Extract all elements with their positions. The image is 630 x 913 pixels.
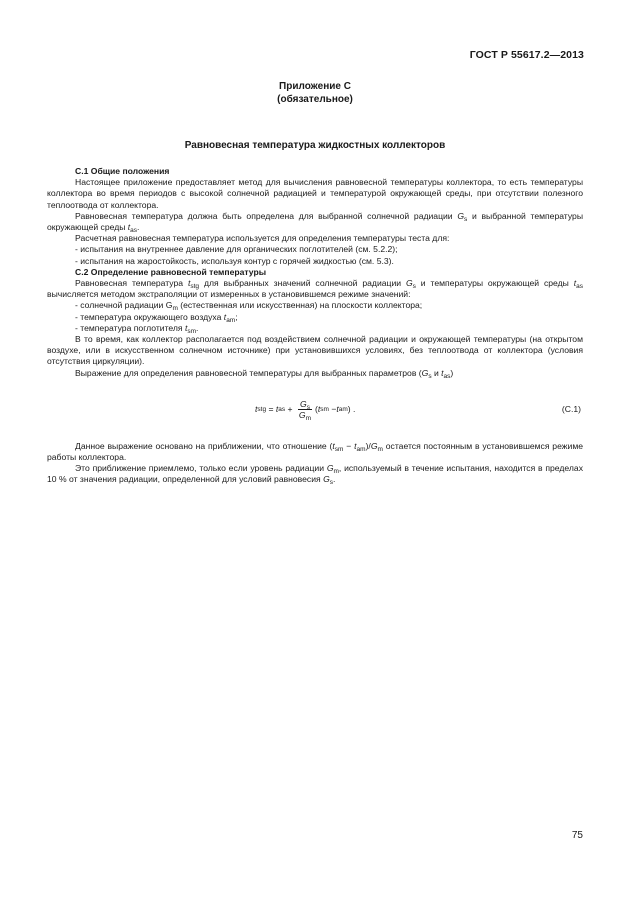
list-item: - температура окружающего воздуха $t_{am}$; [75, 311, 238, 324]
appendix-subtitle: (обязательное) [277, 94, 353, 105]
appendix-heading [0, 80, 630, 106]
paragraph: Равновесная температура должна быть определена для выбранной солнечной радиации $G_s$ и выбранной температуры окружающей среды $t_{as}$. [47, 210, 583, 235]
list-item: - испытания на внутреннее давление для органических поглотителей (см. 5.2.2); [75, 244, 398, 255]
paragraph: Это приближение приемлемо, только если уровень радиации $G_m$, используемый в течение испытания, находится в пределах 10 % от значения радиации, определенной для условий равновесия $G_s$. [47, 463, 583, 487]
list-item: - температура поглотителя $t_{sm}$. [75, 322, 199, 335]
paragraph: В то время, как коллектор располагается под воздействием солнечной радиации и окружающей температуры (на открытом воздухе, или в искусственном солнечном источнике) при установившихся условиях, без теплоотвода от коллектора (условия отсутствия циркуляции). [47, 334, 583, 367]
standard-number: ГОСТ Р 55617.2—2013 [469, 49, 584, 61]
paragraph: Расчетная равновесная температура используется для определения температуры теста для: [75, 233, 450, 244]
paragraph: Данное выражение основано на приближении, что отношение $(t_{sm} - t_{am})/G_m$ остается постоянным в установившемся режиме работы коллектора. [47, 440, 584, 463]
paragraph: Равновесная температура $t_{stg}$ для выбранных значений солнечной радиации $G_s$ и температуры окружающей среды $t_{as}$ вычисляется методом экстраполяции от измеренных в установившемся режиме значений: [47, 278, 584, 300]
section-heading: Равновесная температура жидкостных коллекторов [184, 140, 446, 151]
body-text [47, 166, 583, 486]
equation-c1 [47, 393, 583, 427]
paragraph: Выражение для определения равновесной температуры для выбранных параметров ($G_s$ и $t_{as}$) [75, 367, 454, 380]
equation-expression: t stg = t as + $\frac{G_s}{G_m}$ ( t sm − t am ) . [255, 399, 356, 423]
equation-number: (С.1) [561, 403, 581, 414]
list-item: - солнечной радиации $G_m$ (естественная или искусственная) на плоскости коллектора; [75, 300, 423, 313]
list-item: - испытания на жаростойкость, используя контур с горячей жидкостью (см. 5.3). [75, 255, 394, 266]
paragraph: Настоящее приложение предоставляет метод для вычисления равновесной температуры коллектора, то есть температуры коллектора во время периодов с высокой солнечной радиацией и температурой окружающей среды, при отсутствии полезного теплоотвода от коллектора. [47, 177, 583, 210]
page-number: 75 [571, 830, 583, 841]
appendix-title: Приложение С [279, 81, 351, 92]
fraction: $\frac{G_s}{G_m}$ [298, 399, 312, 423]
section-title-c2: С.2 Определение равновесной температуры [75, 266, 267, 277]
section-title-c1: С.1 Общие положения [75, 166, 170, 176]
